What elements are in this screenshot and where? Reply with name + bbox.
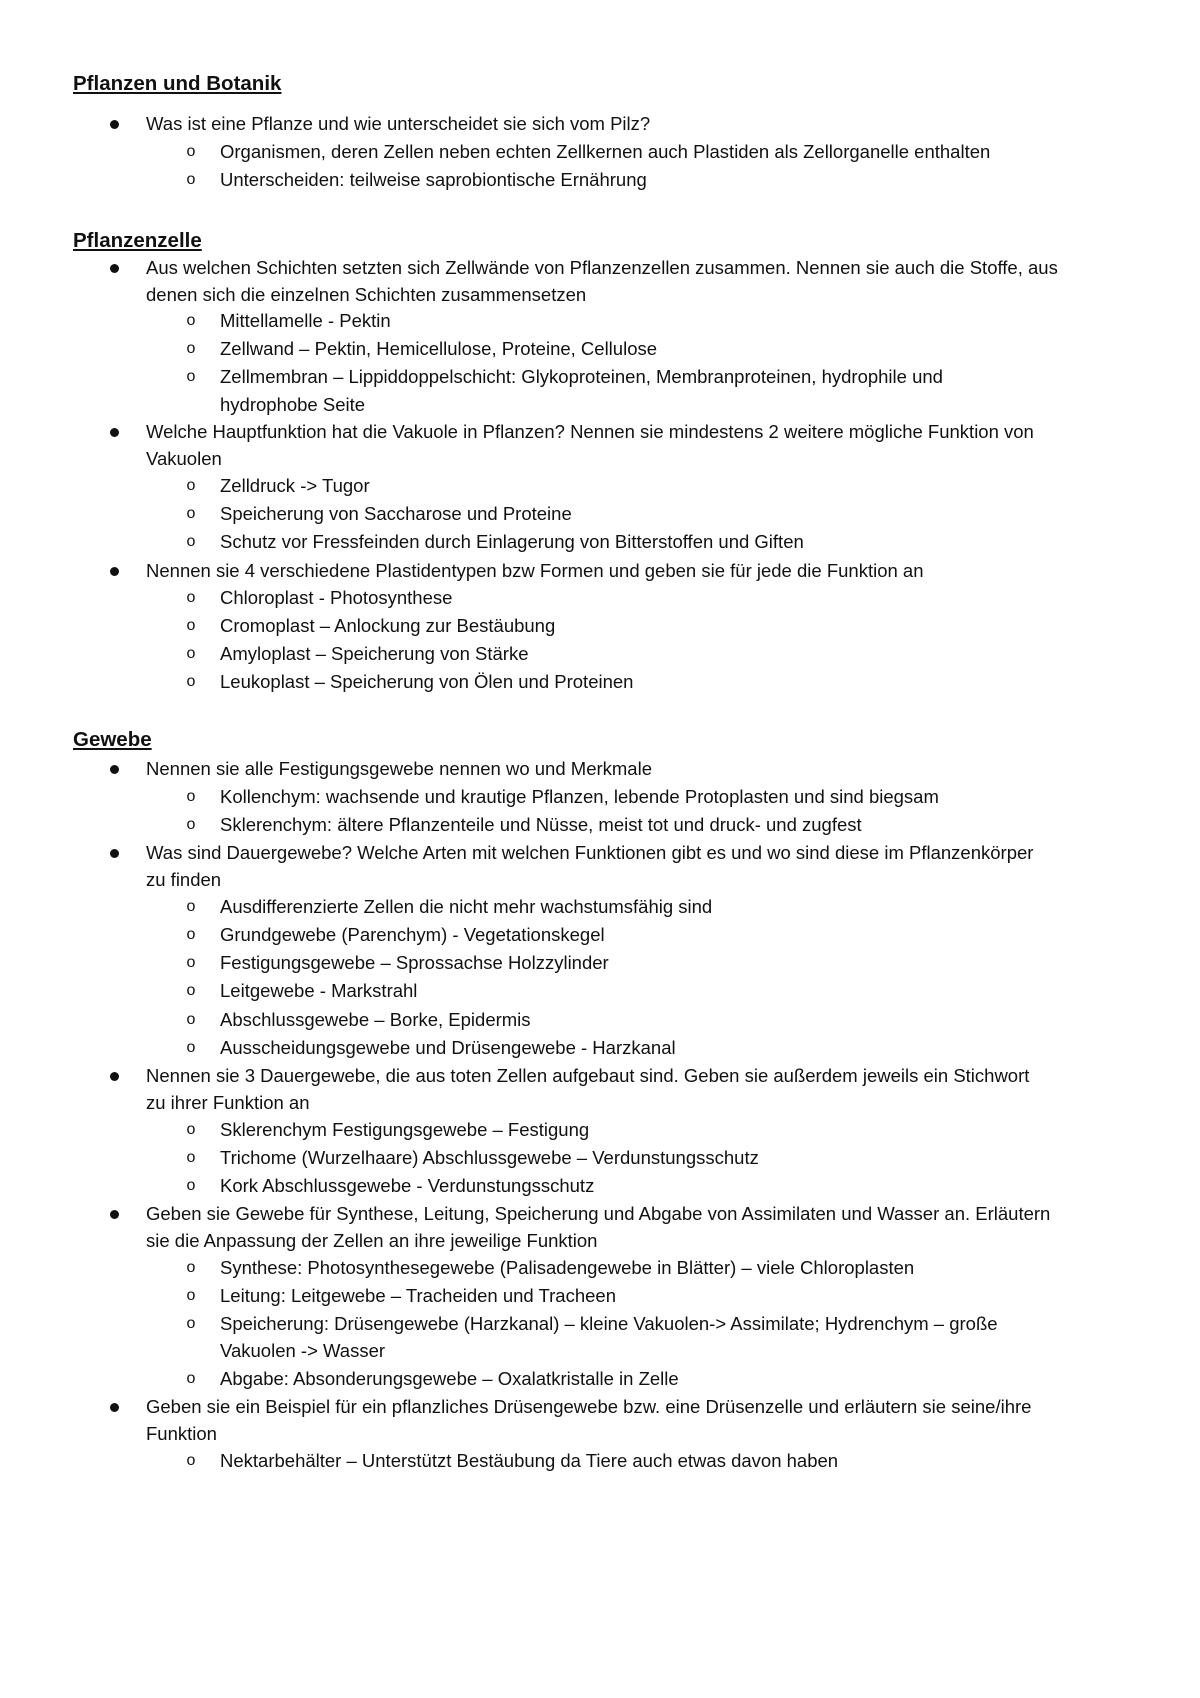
question-text: zu ihrer Funktion an (146, 1092, 310, 1113)
circle-bullet-icon: o (186, 1121, 196, 1138)
question-text: Was sind Dauergewebe? Welche Arten mit welchen Funktionen gibt es und wo sind diese im Pflanzenkörper (146, 842, 1034, 863)
answer-text: Kork Abschlussgewebe - Verdunstungsschutz (220, 1175, 595, 1196)
question-text: Was ist eine Pflanze und wie unterscheidet sie sich vom Pilz? (146, 113, 651, 134)
answer-text: Speicherung: Drüsengewebe (Harzkanal) – kleine Vakuolen-> Assimilate; Hydrenchym – große (220, 1313, 998, 1334)
circle-bullet-icon: o (186, 1315, 196, 1332)
question-text: Aus welchen Schichten setzten sich Zellwände von Pflanzenzellen zusammen. Nennen sie auch die Stoffe, aus (146, 257, 1058, 278)
circle-bullet-icon: o (186, 533, 196, 550)
circle-bullet-icon: o (186, 788, 196, 805)
answer-text: Mittellamelle - Pektin (220, 310, 391, 331)
circle-bullet-icon: o (186, 673, 196, 690)
answer-text: Unterscheiden: teilweise saprobiontische Ernährung (220, 169, 647, 190)
question-text: Vakuolen (146, 448, 222, 469)
question-text: Geben sie Gewebe für Synthese, Leitung, Speicherung und Abgabe von Assimilaten und Wasser an. Erläutern (146, 1203, 1051, 1224)
question-text: Geben sie ein Beispiel für ein pflanzliches Drüsengewebe bzw. eine Drüsenzelle und erläutern sie seine/ihre (146, 1396, 1032, 1417)
bullet-icon (110, 765, 119, 774)
question-text: Funktion (146, 1423, 217, 1444)
answer-text: Leukoplast – Speicherung von Ölen und Proteinen (220, 671, 634, 692)
bullet-icon (110, 1403, 119, 1412)
question-text: Welche Hauptfunktion hat die Vakuole in Pflanzen? Nennen sie mindestens 2 weitere mögliche Funktion von (146, 421, 1034, 442)
question-text: Nennen sie 3 Dauergewebe, die aus toten Zellen aufgebaut sind. Geben sie außerdem jeweils ein Stichwort (146, 1065, 1030, 1086)
answer-text: Leitung: Leitgewebe – Tracheiden und Tracheen (220, 1285, 616, 1306)
question-text: Nennen sie 4 verschiedene Plastidentypen bzw Formen und geben sie für jede die Funktion an (146, 560, 924, 581)
circle-bullet-icon: o (186, 477, 196, 494)
answer-text: Zelldruck -> Tugor (220, 475, 370, 496)
bullet-icon (110, 1072, 119, 1081)
circle-bullet-icon: o (186, 926, 196, 943)
circle-bullet-icon: o (186, 340, 196, 357)
bullet-icon (110, 849, 119, 858)
answer-text: Zellmembran – Lippiddoppelschicht: Glykoproteinen, Membranproteinen, hydrophile und (220, 366, 943, 387)
circle-bullet-icon: o (186, 954, 196, 971)
circle-bullet-icon: o (186, 312, 196, 329)
answer-text: Abgabe: Absonderungsgewebe – Oxalatkristalle in Zelle (220, 1368, 679, 1389)
answer-text: Leitgewebe - Markstrahl (220, 980, 418, 1001)
question-text: Nennen sie alle Festigungsgewebe nennen wo und Merkmale (146, 758, 652, 779)
circle-bullet-icon: o (186, 1011, 196, 1028)
circle-bullet-icon: o (186, 645, 196, 662)
circle-bullet-icon: o (186, 171, 196, 188)
answer-text: Chloroplast - Photosynthese (220, 587, 453, 608)
section-heading: Pflanzen und Botanik (73, 72, 282, 95)
question-text: denen sich die einzelnen Schichten zusammensetzen (146, 284, 587, 305)
answer-text: Organismen, deren Zellen neben echten Zellkernen auch Plastiden als Zellorganelle enthalten (220, 141, 991, 162)
answer-text: Abschlussgewebe – Borke, Epidermis (220, 1009, 531, 1030)
circle-bullet-icon: o (186, 505, 196, 522)
circle-bullet-icon: o (186, 982, 196, 999)
answer-text: Sklerenchym: ältere Pflanzenteile und Nüsse, meist tot und druck- und zugfest (220, 814, 862, 835)
circle-bullet-icon: o (186, 1177, 196, 1194)
answer-text: Synthese: Photosynthesegewebe (Palisadengewebe in Blätter) – viele Chloroplasten (220, 1257, 915, 1278)
answer-text: Trichome (Wurzelhaare) Abschlussgewebe – Verdunstungsschutz (220, 1147, 759, 1168)
answer-text: Zellwand – Pektin, Hemicellulose, Proteine, Cellulose (220, 338, 658, 359)
answer-text: Grundgewebe (Parenchym) - Vegetationskegel (220, 924, 605, 945)
bullet-icon (110, 264, 119, 273)
section-heading: Gewebe (73, 728, 152, 751)
circle-bullet-icon: o (186, 1452, 196, 1469)
answer-text: Nektarbehälter – Unterstützt Bestäubung da Tiere auch etwas davon haben (220, 1450, 839, 1471)
answer-text: Amyloplast – Speicherung von Stärke (220, 643, 529, 664)
bullet-icon (110, 567, 119, 576)
bullet-icon (110, 1210, 119, 1219)
circle-bullet-icon: o (186, 1287, 196, 1304)
answer-text: Ausdifferenzierte Zellen die nicht mehr wachstumsfähig sind (220, 896, 713, 917)
question-text: sie die Anpassung der Zellen an ihre jeweilige Funktion (146, 1230, 598, 1251)
answer-text: Speicherung von Saccharose und Proteine (220, 503, 572, 524)
bullet-icon (110, 428, 119, 437)
bullet-icon (110, 120, 119, 129)
circle-bullet-icon: o (186, 1370, 196, 1387)
circle-bullet-icon: o (186, 1039, 196, 1056)
circle-bullet-icon: o (186, 1259, 196, 1276)
circle-bullet-icon: o (186, 143, 196, 160)
answer-text: Schutz vor Fressfeinden durch Einlagerung von Bitterstoffen und Giften (220, 531, 804, 552)
section-heading: Pflanzenzelle (73, 229, 202, 252)
answer-text: Kollenchym: wachsende und krautige Pflanzen, lebende Protoplasten und sind biegsam (220, 786, 939, 807)
answer-text: Ausscheidungsgewebe und Drüsengewebe - Harzkanal (220, 1037, 676, 1058)
circle-bullet-icon: o (186, 1149, 196, 1166)
circle-bullet-icon: o (186, 589, 196, 606)
circle-bullet-icon: o (186, 898, 196, 915)
answer-text: Vakuolen -> Wasser (220, 1340, 386, 1361)
answer-text: Festigungsgewebe – Sprossachse Holzzylinder (220, 952, 609, 973)
answer-text: Cromoplast – Anlockung zur Bestäubung (220, 615, 556, 636)
question-text: zu finden (146, 869, 222, 890)
circle-bullet-icon: o (186, 816, 196, 833)
circle-bullet-icon: o (186, 617, 196, 634)
circle-bullet-icon: o (186, 368, 196, 385)
answer-text: hydrophobe Seite (220, 394, 366, 415)
answer-text: Sklerenchym Festigungsgewebe – Festigung (220, 1119, 590, 1140)
